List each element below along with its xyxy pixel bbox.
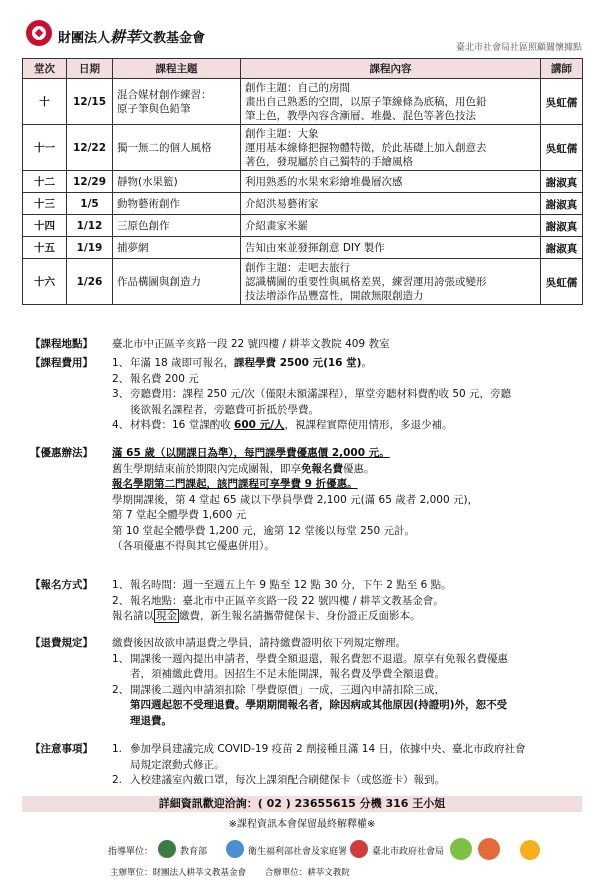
- community-logo-icon: [520, 840, 540, 860]
- table-row: [23, 171, 583, 193]
- session-cell: 十六: [23, 259, 67, 305]
- fee-item: [112, 356, 590, 372]
- page-header: [20, 18, 586, 52]
- header-topic: 課程主題: [113, 59, 241, 79]
- item-number: 1、: [112, 652, 130, 665]
- content-line: 筆上色，教學內容含漸層、堆疊、混色等著色技法: [245, 109, 476, 122]
- item-number: 1.: [112, 743, 123, 755]
- teacher-cell: 謝淑真: [541, 171, 583, 193]
- content-cell: [241, 171, 541, 193]
- refund-item-cont: 第四週起恕不受理退費。學期期間報名者，除因病或其他原因(持證明)外，恕不受: [130, 699, 508, 711]
- item-number: 4、: [112, 419, 130, 431]
- notes-section: [30, 742, 590, 789]
- session-cell: 十三: [23, 193, 67, 215]
- header-slogan: 臺北市社會局社區照顧關懷據點: [455, 43, 582, 53]
- registration-text: 繳費，新生報名請攜帶健保卡、身份證正反面影本。: [179, 610, 421, 622]
- guide-label: 指導單位：: [108, 847, 154, 857]
- foundation-prefix: 財團法人: [58, 31, 111, 46]
- foundation-logo-icon: [26, 20, 52, 46]
- item-number: 2.: [112, 774, 123, 786]
- registration-section: [30, 578, 590, 625]
- tpe-logo-icon: [350, 840, 368, 858]
- location-section: [30, 337, 590, 353]
- topic-cell: [113, 215, 241, 237]
- table-row: [23, 79, 583, 125]
- moe-name: 教育部: [180, 847, 208, 857]
- item-number: 1、: [112, 357, 130, 369]
- content-cell: [241, 237, 541, 259]
- date-cell: 1/26: [67, 259, 113, 305]
- co-organizer: 合辦單位：耕莘文教院: [264, 868, 350, 878]
- content-line: 創作主題：走吧去旅行: [245, 261, 350, 274]
- topic-cell: [113, 125, 241, 171]
- topic-line: 靜物(水果籃): [117, 175, 178, 188]
- content-cell: [241, 125, 541, 171]
- discount-free-fee: 免報名費: [301, 462, 343, 475]
- header-teacher: 講師: [541, 59, 583, 79]
- content-cell: [241, 193, 541, 215]
- discount-section: [30, 446, 590, 555]
- date-cell: 1/12: [67, 215, 113, 237]
- session-cell: 十五: [23, 237, 67, 259]
- registration-text: 報名地點：臺北市中正區辛亥路一段 22 號四樓 / 耕莘文教基金會。: [130, 594, 444, 607]
- fee-text: 旁聽費用：課程 250 元/次（僅限未額滿課程），單堂旁聽材料費酌收 50 元，旁聽: [130, 388, 512, 400]
- fee-item: [112, 372, 590, 388]
- fee-text: ，視課程實際使用情形，多退少補。: [284, 419, 453, 431]
- reserve-note: ※課程資訊本會保留最終解釋權※: [228, 819, 376, 830]
- foundation-script: 耕莘: [110, 28, 141, 46]
- refund-item-cont: 者，須補繳此費用。因招生不足未能開課，報名費及學費全額退費。: [130, 668, 445, 680]
- note-text: 入校建議室內戴口罩，每次上課須配合刷健保卡（或悠遊卡）報到。: [130, 774, 445, 786]
- header-date: 日期: [67, 59, 113, 79]
- discount-line: 第 10 堂起全體學費 1,200 元，逾第 12 堂後以每堂 250 元計。: [112, 524, 416, 537]
- fee-item: [112, 418, 590, 434]
- teacher-cell: 謝淑真: [541, 215, 583, 237]
- note-item-cont: 局規定滾動式修正。: [130, 758, 225, 771]
- note-text: 參加學員建議完成 COVID-19 疫苗 2 劑接種且滿 14 日，依據中央、臺北市政府社會: [130, 743, 526, 755]
- footer-organizers: [110, 866, 366, 878]
- table-row: [23, 259, 583, 305]
- date-cell: 12/22: [67, 125, 113, 171]
- fee-item: [112, 387, 590, 403]
- topic-line: 三原色創作: [117, 219, 170, 232]
- refund-item: [112, 652, 590, 668]
- content-line: 介紹洪易藝術家: [245, 197, 319, 210]
- discount-line: （各項優惠不得與其它優惠併用）。: [112, 540, 275, 552]
- teacher-cell: 吳虹儒: [541, 125, 583, 171]
- tpe-name: 臺北市政府社會局: [372, 847, 445, 857]
- session-cell: 十二: [23, 171, 67, 193]
- topic-cell: [113, 171, 241, 193]
- fee-text: 材料費：16 堂課酌收: [130, 419, 235, 431]
- discount-senior: 滿 65 歲（以開課日為準），每門課學費優惠價 2,000 元。: [112, 447, 390, 459]
- teacher-cell: 吳虹儒: [541, 259, 583, 305]
- fee-text: 報名費 200 元: [130, 372, 199, 385]
- discount-line: 學期開課後，第 4 堂起 65 歲以下學員學費 2,100 元(滿 65 歲者 2,000 元)，: [112, 493, 479, 506]
- date-cell: 1/5: [67, 193, 113, 215]
- content-line: 運用基本線條把握物體特徵，於此基礎上加入創意去: [245, 141, 487, 154]
- registration-item: [112, 578, 590, 594]
- content-line: 畫出自己熟悉的空間，以原子筆線條為底稿，用色鉛: [245, 95, 487, 108]
- discount-text: 優惠。: [343, 462, 375, 475]
- content-line: 技法增添作品豐富性，開啟無限創造力: [245, 289, 424, 302]
- table-row: [23, 193, 583, 215]
- topic-cell: [113, 237, 241, 259]
- sfaa-logo-icon: [226, 840, 244, 858]
- item-number: 2、: [112, 594, 130, 607]
- topic-line: 獨一無二的個人風格: [117, 141, 212, 154]
- topic-line: 混合媒材創作練習：: [117, 88, 212, 101]
- registration-text: 報名時間：週一至週五上午 9 點至 12 點 30 分，下午 2 點至 6 點。: [130, 579, 452, 591]
- note-item: [112, 742, 590, 758]
- content-line: 創作主題：自己的房間: [245, 81, 350, 94]
- foundation-name: [58, 26, 205, 47]
- table-row: [23, 125, 583, 171]
- session-cell: 十一: [23, 125, 67, 171]
- refund-item: [112, 683, 590, 699]
- date-cell: 12/29: [67, 171, 113, 193]
- content-line: 介紹畫家米羅: [245, 219, 308, 232]
- teacher-cell: 謝淑真: [541, 237, 583, 259]
- teacher-cell: 謝淑真: [541, 193, 583, 215]
- refund-intro: 繳費後因故欲申請退費之學員，請持繳費證明依下列規定辦理。: [112, 637, 406, 649]
- content-line: 認識構圖的重要性與風格差異，練習運用誇張或變形: [245, 275, 487, 288]
- cash-badge: 現金: [156, 610, 177, 622]
- registration-label: 【報名方式】: [30, 579, 93, 591]
- course-schedule-table: [22, 58, 583, 305]
- session-cell: 十: [23, 79, 67, 125]
- table-row: [23, 237, 583, 259]
- topic-cell: [113, 79, 241, 125]
- content-line: 著色，發現屬於自己獨特的手繪風格: [245, 155, 413, 168]
- content-cell: [241, 259, 541, 305]
- discount-line: 第 7 堂起全體學費 1,600 元: [112, 509, 247, 521]
- fees-label: 【課程費用】: [30, 357, 93, 369]
- topic-line: 作品構圖與創造力: [117, 275, 201, 288]
- topic-cell: [113, 193, 241, 215]
- header-session: 堂次: [23, 59, 67, 79]
- header-content: 課程內容: [241, 59, 541, 79]
- refund-text: 開課後二週內申請須扣除「學費原價」一成，三週內申請扣除三成，: [130, 683, 445, 696]
- fee-text: 年滿 18 歲即可報名，: [130, 357, 235, 369]
- location-label: 【課程地點】: [30, 338, 93, 350]
- footer-sponsors: [20, 838, 586, 860]
- fee-item-cont: 後欲報名課程者，旁聽費可折抵於學費。: [130, 403, 319, 416]
- item-number: 2、: [112, 372, 130, 385]
- item-number: 3、: [112, 388, 130, 400]
- registration-item: [112, 594, 590, 610]
- discount-line: [112, 462, 590, 478]
- table-row: [23, 215, 583, 237]
- content-line: 告知由來並發揮創意 DIY 製作: [245, 241, 385, 254]
- notes-label: 【注意事項】: [30, 743, 93, 755]
- fee-tuition: 課程學費 2500 元(16 堂): [234, 357, 362, 369]
- refund-text: 開課後一週內提出申請者，學費全額退還，報名費恕不退還。原享有免報名費優惠: [130, 652, 508, 665]
- refund-item-cont: 理退費。: [130, 714, 172, 727]
- topic-cell: [113, 259, 241, 305]
- table-header-row: [23, 59, 583, 79]
- foundation-suffix: 文教基金會: [140, 31, 206, 46]
- discount-second-course: 報名學期第二門課起，該門課程可享學費 9 折優惠。: [112, 478, 358, 490]
- topic-line: 原子筆與色鉛筆: [117, 102, 191, 115]
- date-cell: 1/19: [67, 237, 113, 259]
- content-line: 利用熟悉的水果來彩繪堆疊層次感: [245, 175, 403, 188]
- heart-logo-icon: [478, 838, 500, 860]
- refund-label: 【退費規定】: [30, 637, 93, 649]
- contact-banner: 詳細資訊歡迎洽詢：( 02 ) 23655615 分機 316 王小姐: [22, 796, 582, 812]
- fee-text: 。: [361, 357, 372, 369]
- moe-seal-icon: [158, 840, 176, 858]
- note-item: [112, 773, 590, 789]
- registration-text: 報名請以: [112, 610, 154, 622]
- care-logo-icon: [450, 838, 472, 860]
- topic-line: 捕夢網: [117, 241, 149, 254]
- session-cell: 十四: [23, 215, 67, 237]
- item-number: 1、: [112, 579, 130, 591]
- registration-line: [112, 609, 590, 625]
- content-cell: [241, 79, 541, 125]
- location-text: 臺北市中正區辛亥路一段 22 號四樓 / 耕莘文教院 409 教室: [112, 338, 390, 350]
- fees-section: [30, 356, 590, 434]
- organizer: 主辦單位：財團法人耕莘文教基金會: [110, 868, 247, 878]
- discount-label: 【優惠辦法】: [30, 447, 93, 459]
- date-cell: 12/15: [67, 79, 113, 125]
- content-line: 創作主題：大象: [245, 127, 319, 140]
- content-cell: [241, 215, 541, 237]
- teacher-cell: 吳虹儒: [541, 79, 583, 125]
- sfaa-name: 衛生福利部社會及家庭署: [248, 847, 348, 857]
- topic-line: 動物藝術創作: [117, 197, 180, 210]
- refund-section: [30, 636, 590, 729]
- discount-text: 舊生學期結束前於期限內完成團報，即享: [112, 462, 301, 475]
- item-number: 2、: [112, 683, 130, 696]
- material-fee: 600 元/人: [234, 419, 285, 431]
